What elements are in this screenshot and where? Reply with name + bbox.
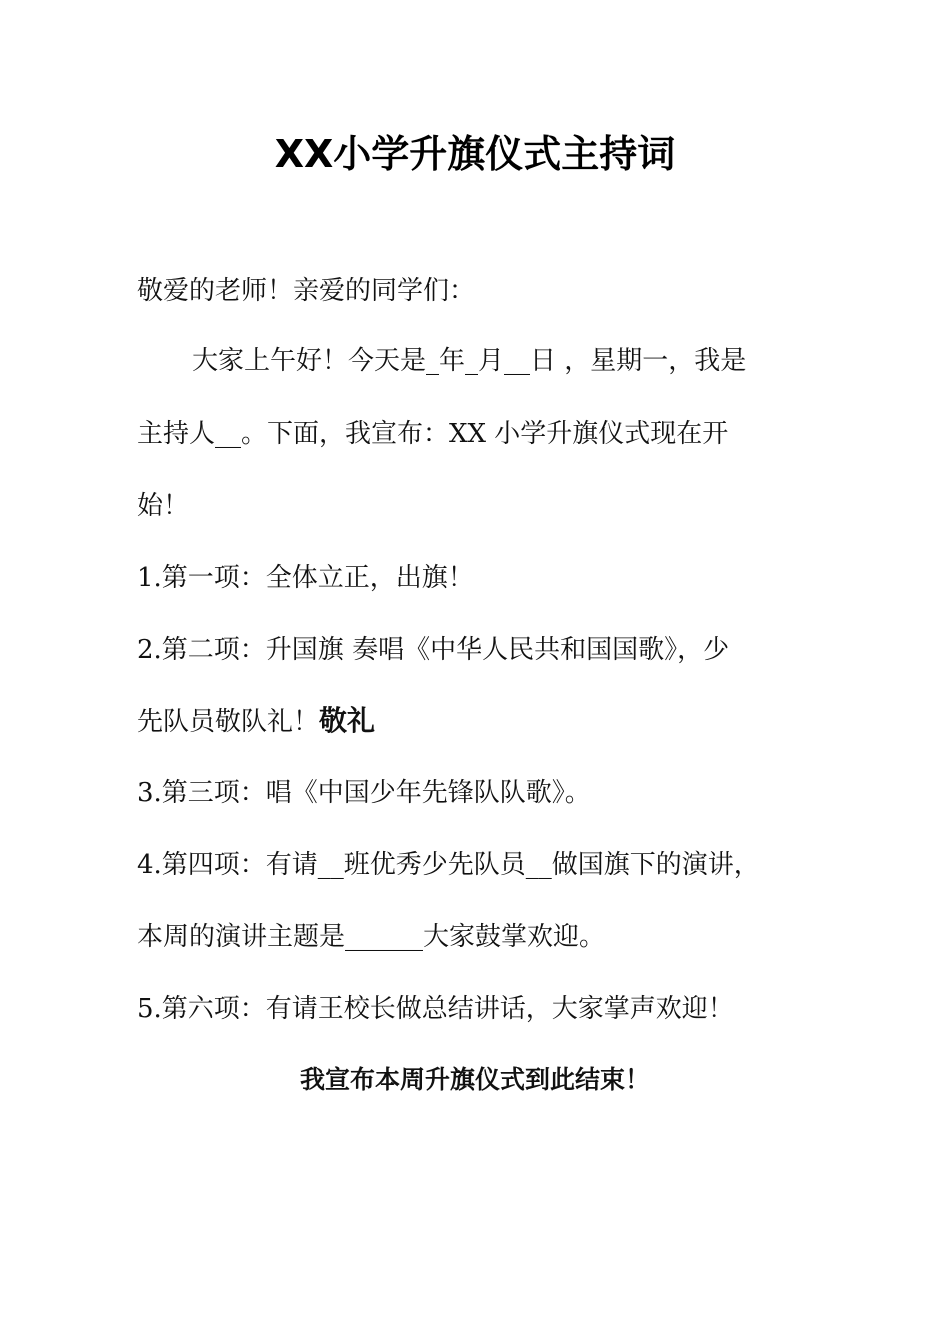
item-2-line-2 <box>137 701 827 742</box>
closing-statement: 我宣布本周升旗仪式到此结束！ <box>299 1065 650 1094</box>
intro-line-1: 大家上午好！今天是_年_月__日 ，星期一，我是 <box>192 346 747 376</box>
item-1: 1.第一项：全体立正，出旗！ <box>137 563 474 593</box>
intro-line-2: 主持人__。下面，我宣布：XX 小学升旗仪式现在开 <box>137 419 729 449</box>
item-2-line-2-text: 先队员敬队礼！ <box>137 707 320 737</box>
intro-line-3: 始！ <box>137 491 190 521</box>
item-2-line-1: 2.第二项：升国旗 奏唱《中华人民共和国国歌》，少 <box>137 635 730 665</box>
item-3: 3.第三项：唱《中国少年先锋队队歌》。 <box>137 778 591 808</box>
salutation: 敬爱的老师！亲爱的同学们： <box>137 276 476 306</box>
item-5: 5.第六项：有请王校长做总结讲话，大家掌声欢迎！ <box>137 994 734 1024</box>
item-4-line-2: 本周的演讲主题是______大家鼓掌欢迎。 <box>137 922 606 952</box>
document-title: XX小学升旗仪式主持词 <box>274 132 676 176</box>
item-4-line-1: 4.第四项：有请__班优秀少先队员__做国旗下的演讲， <box>137 850 760 880</box>
salute-emphasis: 敬礼 <box>319 704 376 737</box>
